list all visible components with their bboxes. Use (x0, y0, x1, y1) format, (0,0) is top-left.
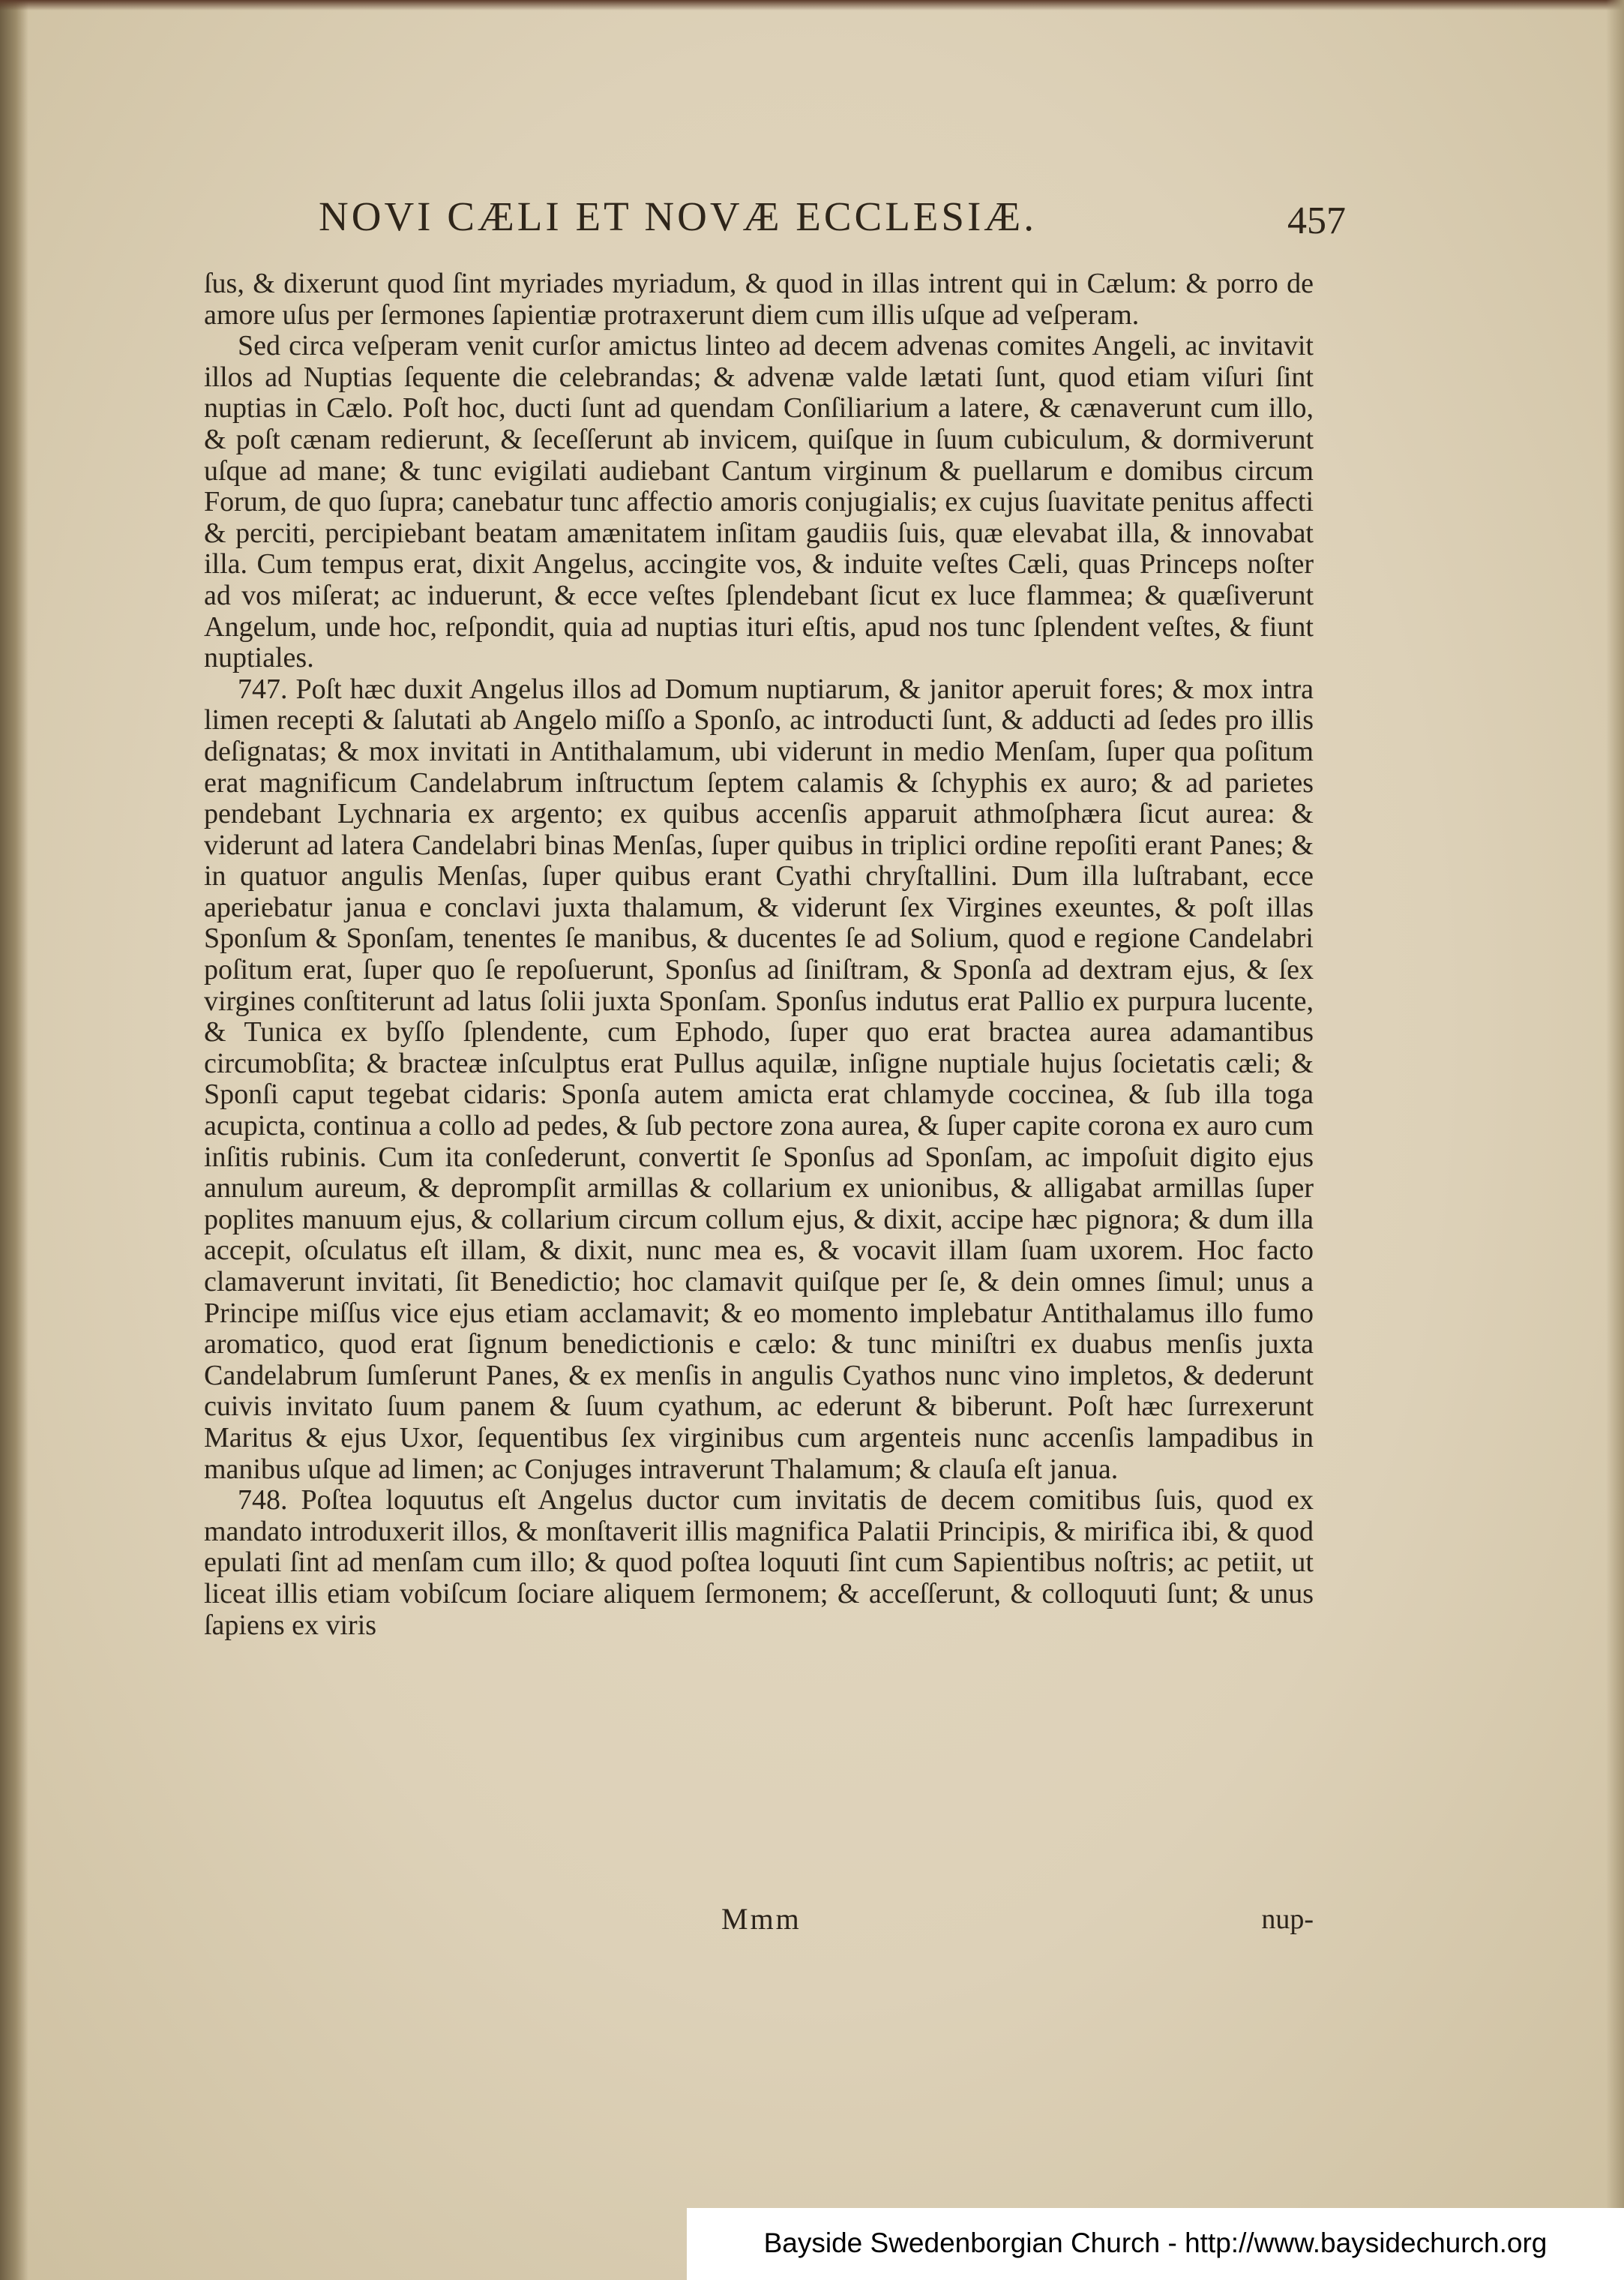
catchword: nup- (1261, 1904, 1314, 1935)
catchline (204, 1901, 1314, 1939)
page-number: 457 (1287, 200, 1346, 242)
running-head (319, 189, 1346, 244)
body-text (204, 268, 1314, 1904)
paragraph-748: 748. Poſtea loquutus eſt Angelus ductor cum invitatis de decem comitibus ſuis, quod ex mandato introduxerit illos, & monſtaverit illis magnifica Palatii Principis, & mirifica ibi, & quod epulati ſint ad menſam cum illo; & quod poſtea loquuti ſint cum Sapientibus noſtris; ac petiit, ut liceat illis etiam vobiſcum ſociare aliquem ſermonem; & acceſſerunt, & colloquuti ſunt; & unus ſapiens ex viris (204, 1484, 1314, 1641)
watermark-text: Bayside Swedenborgian Church - http://www.baysidechurch.org (763, 2228, 1548, 2258)
book-binding-edge (0, 0, 28, 2280)
paragraph-continuation: ſus, & dixerunt quod ſint myriades myriadum, & quod in illas intrent qui in Cælum: & porro de amore uſus per ſermones ſapientiæ protraxerunt diem cum illis uſque ad veſperam. (204, 268, 1314, 331)
watermark-banner (687, 2208, 1624, 2280)
page-right-edge (1606, 0, 1624, 2280)
paragraph-747: 747. Poſt hæc duxit Angelus illos ad Domum nuptiarum, & janitor aperuit fores; & mox intra limen recepti & ſalutati ab Angelo miſſo a Sponſo, ac introducti ſunt, & adducti ad ſedes pro illis deſignatas; & mox invitati in Antithalamum, ubi viderunt in medio Menſam, ſuper qua poſitum erat magnificum Candelabrum inſtructum ſeptem calamis & ſchyphis ex auro; & ad parietes pendebant Lychnaria ex argento; ex quibus accenſis apparuit athmoſphæra ſicut aurea: & viderunt ad latera Candelabri binas Menſas, ſuper quibus in triplici ordine repoſiti erant Panes; & in quatuor angulis Menſas, ſuper quibus erant Cyathi chryſtallini. Dum illa luſtrabant, ecce aperiebatur janua e conclavi juxta thalamum, & viderunt ſex Virgines exeuntes, & poſt illas Sponſum & Sponſam, tenentes ſe manibus, & ducentes ſe ad Solium, quod e regione Candelabri poſitum erat, ſuper quo ſe repoſuerunt, Sponſus ad ſiniſtram, & Sponſa ad dextram ejus, & ſex virgines conſtiterunt ad latus ſolii juxta Sponſam. Sponſus indutus erat Pallio ex purpura lucente, & Tunica ex byſſo ſplendente, cum Ephodo, ſuper quo erat bractea aurea adamantibus circumobſita; & bracteæ inſculptus erat Pullus aquilæ, inſigne nuptiale hujus ſocietatis cæli; & Sponſi caput tegebat cidaris: Sponſa autem amicta erat chlamyde coccinea, & ſub illa toga acupicta, continua a collo ad pedes, & ſub pectore zona aurea, & ſuper capite corona ex auro cum inſitis rubinis. Cum ita conſederunt, convertit ſe Sponſus ad Sponſam, ac impoſuit digito ejus annulum aureum, & deprompſit armillas & collarium ex unionibus, & alligabat armillas ſuper poplites manuum ejus, & collarium circum collum ejus, & dixit, accipe hæc pignora; & dum illa accepit, oſculatus eſt illam, & dixit, nunc mea es, & vocavit illam ſuam uxorem. Hoc facto clamaverunt invitati, ſit Benedictio; hoc clamavit quiſque per ſe, & dein omnes ſimul; unus a Principe miſſus vice ejus etiam acclamavit; & eo momento implebatur Antithalamus illo fumo aromatico, quod erat ſignum benedictionis e cælo: & tunc miniſtri ex duabus menſis juxta Candelabrum ſumſerunt Panes, & ex menſis in angulis Cyathos nunc vino impletos, & dederunt cuivis invitato ſuum panem & ſuum cyathum, ac ederunt & biberunt. Poſt hæc ſurrexerunt Maritus & ejus Uxor, ſequentibus ſex virginibus cum argenteis nunc accenſis lampadibus in manibus uſque ad limen; ac Conjuges intraverunt Thalamum; & clauſa eſt janua. (204, 673, 1314, 1485)
signature-mark: Mmm (721, 1902, 802, 1936)
page-top-edge (0, 0, 1624, 10)
paragraph-evening-invitation: Sed circa veſperam venit curſor amictus linteo ad decem advenas comites Angeli, ac invitavit illos ad Nuptias ſequente die celebrandas; & advenæ valde lætati ſunt, quod etiam viſuri ſint nuptias in Cælo. Poſt hoc, ducti ſunt ad quendam Conſiliarium a latere, & cænaverunt cum illo, & poſt cænam redierunt, & ſeceſſerunt ab invicem, quiſque in ſuum cubiculum, & dormiverunt uſque ad mane; & tunc evigilati audiebant Cantum virginum & puellarum e domibus circum Forum, de quo ſupra; canebatur tunc affectio amoris conjugialis; ex cujus ſuavitate penitus affecti & perciti, percipiebant beatam amænitatem inſitam gaudiis ſuis, quæ elevabat illa, & innovabat illa. Cum tempus erat, dixit Angelus, accingite vos, & induite veſtes Cæli, quas Princeps noſter ad vos miſerat; ac induerunt, & ecce veſtes ſplendebant ſicut ex luce flammea; & quæſiverunt Angelum, unde hoc, reſpondit, quia ad nuptias ituri eſtis, apud nos tunc ſplendent veſtes, & fiunt nuptiales. (204, 330, 1314, 674)
running-title: NOVI CÆLI ET NOVÆ ECCLESIÆ. (319, 194, 1037, 239)
